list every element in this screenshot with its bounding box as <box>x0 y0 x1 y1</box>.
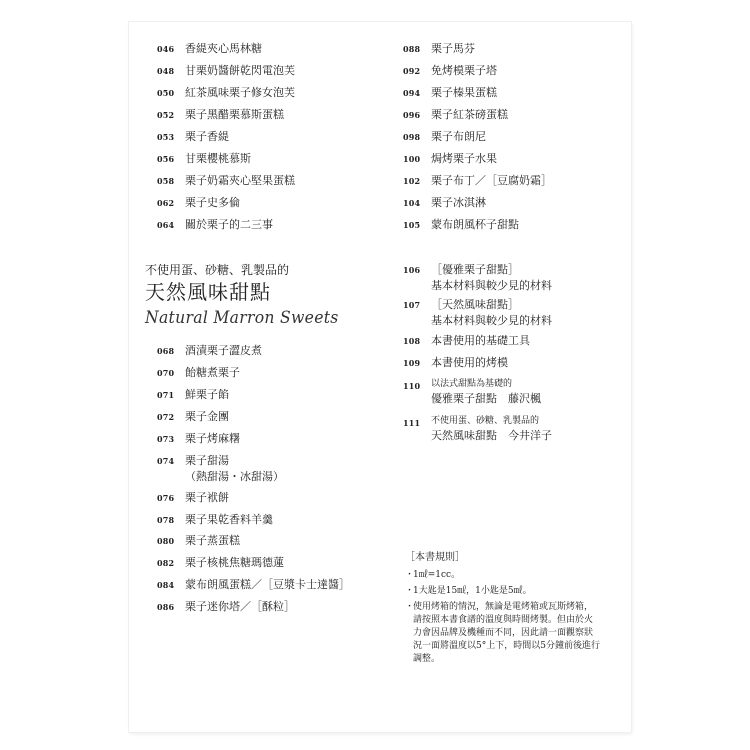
toc-page-number: 056 <box>157 154 175 164</box>
toc-entry-title-line: ［天然風味甜點］ <box>431 298 519 311</box>
toc-entry-title: 栗子烤麻糬 <box>185 432 240 445</box>
toc-page-number: 071 <box>157 390 175 400</box>
toc-entry-title <box>431 415 552 444</box>
bullet-dot-icon: ・ <box>405 602 415 612</box>
toc-page-number: 108 <box>403 336 421 346</box>
toc-page-number: 086 <box>157 602 175 612</box>
toc-page-number: 106 <box>403 265 421 275</box>
toc-entry <box>157 365 240 381</box>
toc-page-number: 064 <box>157 220 175 230</box>
toc-page-number: 084 <box>157 580 175 590</box>
toc-entry <box>157 599 295 615</box>
toc-page-number: 111 <box>403 418 421 428</box>
toc-entry-title: 栗子香緹 <box>185 130 229 143</box>
toc-entry-title: 鮮栗子餡 <box>185 388 229 401</box>
toc-entry <box>403 107 508 123</box>
toc-entry <box>157 577 350 593</box>
toc-entry <box>157 512 273 528</box>
toc-entry-title-line: 基本材料與較少見的材料 <box>431 279 552 292</box>
toc-page-number: 102 <box>403 176 421 186</box>
toc-entry-title: 栗子奶霜夾心堅果蛋糕 <box>185 174 295 187</box>
toc-page-number: 105 <box>403 220 421 230</box>
toc-entry-title-line: 優雅栗子甜點 藤沢楓 <box>431 392 541 405</box>
toc-entry-title: 紅茶風味栗子修女泡芙 <box>185 86 295 99</box>
toc-entry <box>157 555 284 571</box>
toc-page-number: 052 <box>157 110 175 120</box>
toc-entry <box>157 343 262 359</box>
toc-entry-title: 本書使用的烤模 <box>431 356 508 369</box>
toc-page-number: 088 <box>403 44 421 54</box>
toc-entry <box>403 173 552 189</box>
toc-entry-title: 關於栗子的二三事 <box>185 218 273 231</box>
toc-entry-title: 飴糖煮栗子 <box>185 366 240 379</box>
toc-entry <box>157 63 295 79</box>
toc-entry <box>157 85 295 101</box>
toc-entry-title-line: 栗子甜湯 <box>185 454 229 467</box>
toc-entry <box>403 151 497 167</box>
toc-entry <box>403 355 508 371</box>
toc-entry <box>403 415 552 444</box>
toc-entry-title: 香緹夾心馬林糖 <box>185 42 262 55</box>
toc-entry-title <box>431 297 552 329</box>
toc-entry <box>157 151 251 167</box>
toc-page-number: 100 <box>403 154 421 164</box>
toc-entry-title: 蒙布朗風蛋糕／［豆漿卡士達醬］ <box>185 578 350 591</box>
toc-entry-title: 栗子布朗尼 <box>431 130 486 143</box>
toc-page-number: 062 <box>157 198 175 208</box>
toc-entry-title <box>185 453 284 485</box>
toc-page-number: 096 <box>403 110 421 120</box>
section-script-title: Natural Marron Sweets <box>145 308 339 328</box>
toc-page-number: 080 <box>157 536 175 546</box>
toc-entry <box>157 453 284 485</box>
toc-entry-title-line: 天然風味甜點 今井洋子 <box>431 429 552 442</box>
toc-entry <box>157 41 262 57</box>
toc-page-number: 074 <box>157 456 175 466</box>
book-rule-item <box>405 585 600 598</box>
toc-entry-title-line: ［優雅栗子甜點］ <box>431 263 519 276</box>
toc-entry <box>403 378 541 407</box>
toc-entry-title: 栗子金團 <box>185 410 229 423</box>
toc-entry-subtitle: 以法式甜點為基礎的 <box>431 379 513 389</box>
toc-entry-title: 栗子袱餅 <box>185 491 229 504</box>
toc-page-number: 068 <box>157 346 175 356</box>
toc-entry <box>403 297 552 329</box>
toc-page-number: 092 <box>403 66 421 76</box>
toc-page-number: 073 <box>157 434 175 444</box>
toc-entry <box>403 41 475 57</box>
toc-entry-title: 甘栗奶醬餅乾閃電泡芙 <box>185 64 295 77</box>
toc-entry <box>403 85 497 101</box>
toc-entry <box>157 195 240 211</box>
toc-entry <box>403 217 519 233</box>
toc-page-number: 104 <box>403 198 421 208</box>
toc-page-number: 076 <box>157 493 175 503</box>
toc-entry-title: 栗子核桃焦糖瑪德蓮 <box>185 556 284 569</box>
toc-entry <box>403 129 486 145</box>
toc-entry <box>157 431 240 447</box>
toc-entry <box>157 409 229 425</box>
toc-entry <box>157 490 229 506</box>
toc-entry <box>403 262 552 294</box>
toc-entry <box>157 533 240 549</box>
section-subtitle: 不使用蛋、砂糖、乳製品的 <box>145 263 290 277</box>
section-title: 天然風味甜點 <box>145 280 271 304</box>
toc-entry <box>157 387 229 403</box>
toc-page-number: 050 <box>157 88 175 98</box>
toc-entry <box>403 333 530 349</box>
toc-entry-subtitle: 不使用蛋、砂糖、乳製品的 <box>431 416 540 426</box>
book-rule-text: 使用烤箱的情況，無論是電烤箱或瓦斯烤箱，請按照本書食譜的溫度與時間烤製。但由於火力會因品牌及機種而不同，因此請一面觀察狀況一面將溫度以5°上下，時間以5分鐘前後進行調整。 <box>413 602 600 664</box>
toc-entry-title: 本書使用的基礎工具 <box>431 334 530 347</box>
book-rule-text: 1㎖=1cc。 <box>413 570 461 580</box>
toc-entry-title: 焗烤栗子水果 <box>431 152 497 165</box>
book-rule-item <box>405 569 600 582</box>
toc-entry-title: 栗子蒸蛋糕 <box>185 534 240 547</box>
toc-entry <box>157 129 229 145</box>
toc-entry-title: 免烤模栗子塔 <box>431 64 497 77</box>
toc-page-number: 070 <box>157 368 175 378</box>
book-rules-note <box>405 551 600 669</box>
toc-page-number: 094 <box>403 88 421 98</box>
book-rule-text: 1大匙是15㎖，1小匙是5㎖。 <box>413 586 532 596</box>
toc-page-number: 082 <box>157 558 175 568</box>
toc-page-number: 072 <box>157 412 175 422</box>
bullet-dot-icon: ・ <box>405 586 415 596</box>
toc-entry-title: 栗子冰淇淋 <box>431 196 486 209</box>
book-rules-heading: ［本書規則］ <box>405 552 465 563</box>
book-rule-item <box>405 601 600 666</box>
toc-entry-title: 蒙布朗風杯子甜點 <box>431 218 519 231</box>
toc-page-number: 110 <box>403 381 421 391</box>
toc-page-number: 053 <box>157 132 175 142</box>
toc-entry-title: 栗子布丁／［豆腐奶霜］ <box>431 174 552 187</box>
toc-entry-title <box>431 262 552 294</box>
toc-page-number: 058 <box>157 176 175 186</box>
toc-entry <box>157 217 273 233</box>
toc-entry-title: 栗子果乾香料羊羹 <box>185 513 273 526</box>
toc-entry-title: 栗子榛果蛋糕 <box>431 86 497 99</box>
toc-entry <box>403 195 486 211</box>
toc-entry-title: 甘栗櫻桃慕斯 <box>185 152 251 165</box>
bullet-dot-icon: ・ <box>405 570 415 580</box>
toc-entry <box>157 173 295 189</box>
toc-page-number: 107 <box>403 300 421 310</box>
toc-entry-title-line: 基本材料與較少見的材料 <box>431 314 552 327</box>
toc-entry-title: 栗子迷你塔／［酥粒］ <box>185 600 295 613</box>
toc-page-number: 048 <box>157 66 175 76</box>
toc-entry <box>157 107 284 123</box>
toc-entry-title: 栗子史多倫 <box>185 196 240 209</box>
toc-page-number: 078 <box>157 515 175 525</box>
toc-entry <box>403 63 497 79</box>
toc-entry-title: 酒漬栗子澀皮煮 <box>185 344 262 357</box>
toc-entry-title-line: （熱甜湯・冰甜湯） <box>185 470 284 483</box>
toc-entry-title: 栗子紅茶磅蛋糕 <box>431 108 508 121</box>
toc-page-number: 109 <box>403 358 421 368</box>
toc-page-number: 046 <box>157 44 175 54</box>
toc-entry-title <box>431 378 541 407</box>
toc-entry-title: 栗子黑醋栗慕斯蛋糕 <box>185 108 284 121</box>
toc-page-number: 098 <box>403 132 421 142</box>
toc-entry-title: 栗子馬芬 <box>431 42 475 55</box>
